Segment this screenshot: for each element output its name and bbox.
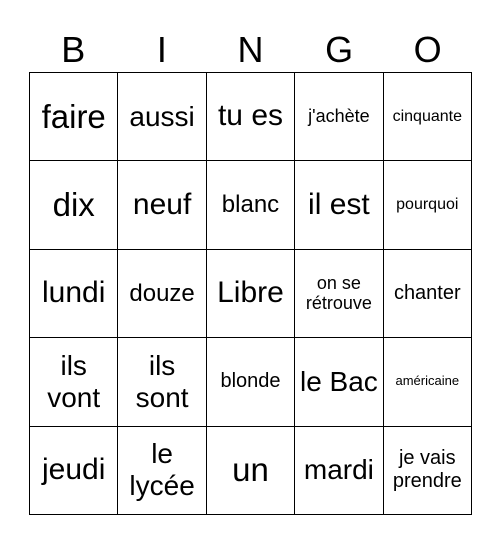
bingo-cell[interactable]: il est — [295, 161, 383, 249]
bingo-header — [29, 28, 472, 72]
header-letter-b: B — [61, 29, 86, 70]
bingo-cell[interactable]: on se rétrouve — [295, 250, 383, 338]
bingo-cell[interactable]: je vais prendre — [384, 427, 472, 515]
bingo-cell[interactable]: tu es — [207, 73, 295, 161]
bingo-card — [29, 72, 472, 515]
bingo-cell[interactable]: Libre — [207, 250, 295, 338]
bingo-cell[interactable]: faire — [30, 73, 118, 161]
bingo-cell[interactable]: neuf — [118, 161, 206, 249]
bingo-cell[interactable]: mardi — [295, 427, 383, 515]
bingo-cell[interactable]: douze — [118, 250, 206, 338]
bingo-cell[interactable]: cinquante — [384, 73, 472, 161]
bingo-cell[interactable]: blanc — [207, 161, 295, 249]
bingo-cell[interactable]: le Bac — [295, 338, 383, 426]
bingo-cell[interactable]: américaine — [384, 338, 472, 426]
bingo-cell[interactable]: lundi — [30, 250, 118, 338]
bingo-cell[interactable]: dix — [30, 161, 118, 249]
header-letter-i: I — [156, 29, 167, 70]
bingo-cell[interactable]: ils vont — [30, 338, 118, 426]
header-letter-g: G — [325, 29, 354, 70]
bingo-cell[interactable]: chanter — [384, 250, 472, 338]
bingo-cell[interactable]: aussi — [118, 73, 206, 161]
header-letter-n: N — [237, 29, 264, 70]
bingo-cell[interactable]: jeudi — [30, 427, 118, 515]
bingo-cell[interactable]: le lycée — [118, 427, 206, 515]
bingo-cell[interactable]: blonde — [207, 338, 295, 426]
bingo-cell[interactable]: un — [207, 427, 295, 515]
bingo-cell[interactable]: j'achète — [295, 73, 383, 161]
bingo-cell[interactable]: pourquoi — [384, 161, 472, 249]
bingo-cell[interactable]: ils sont — [118, 338, 206, 426]
header-letter-o: O — [413, 29, 442, 70]
